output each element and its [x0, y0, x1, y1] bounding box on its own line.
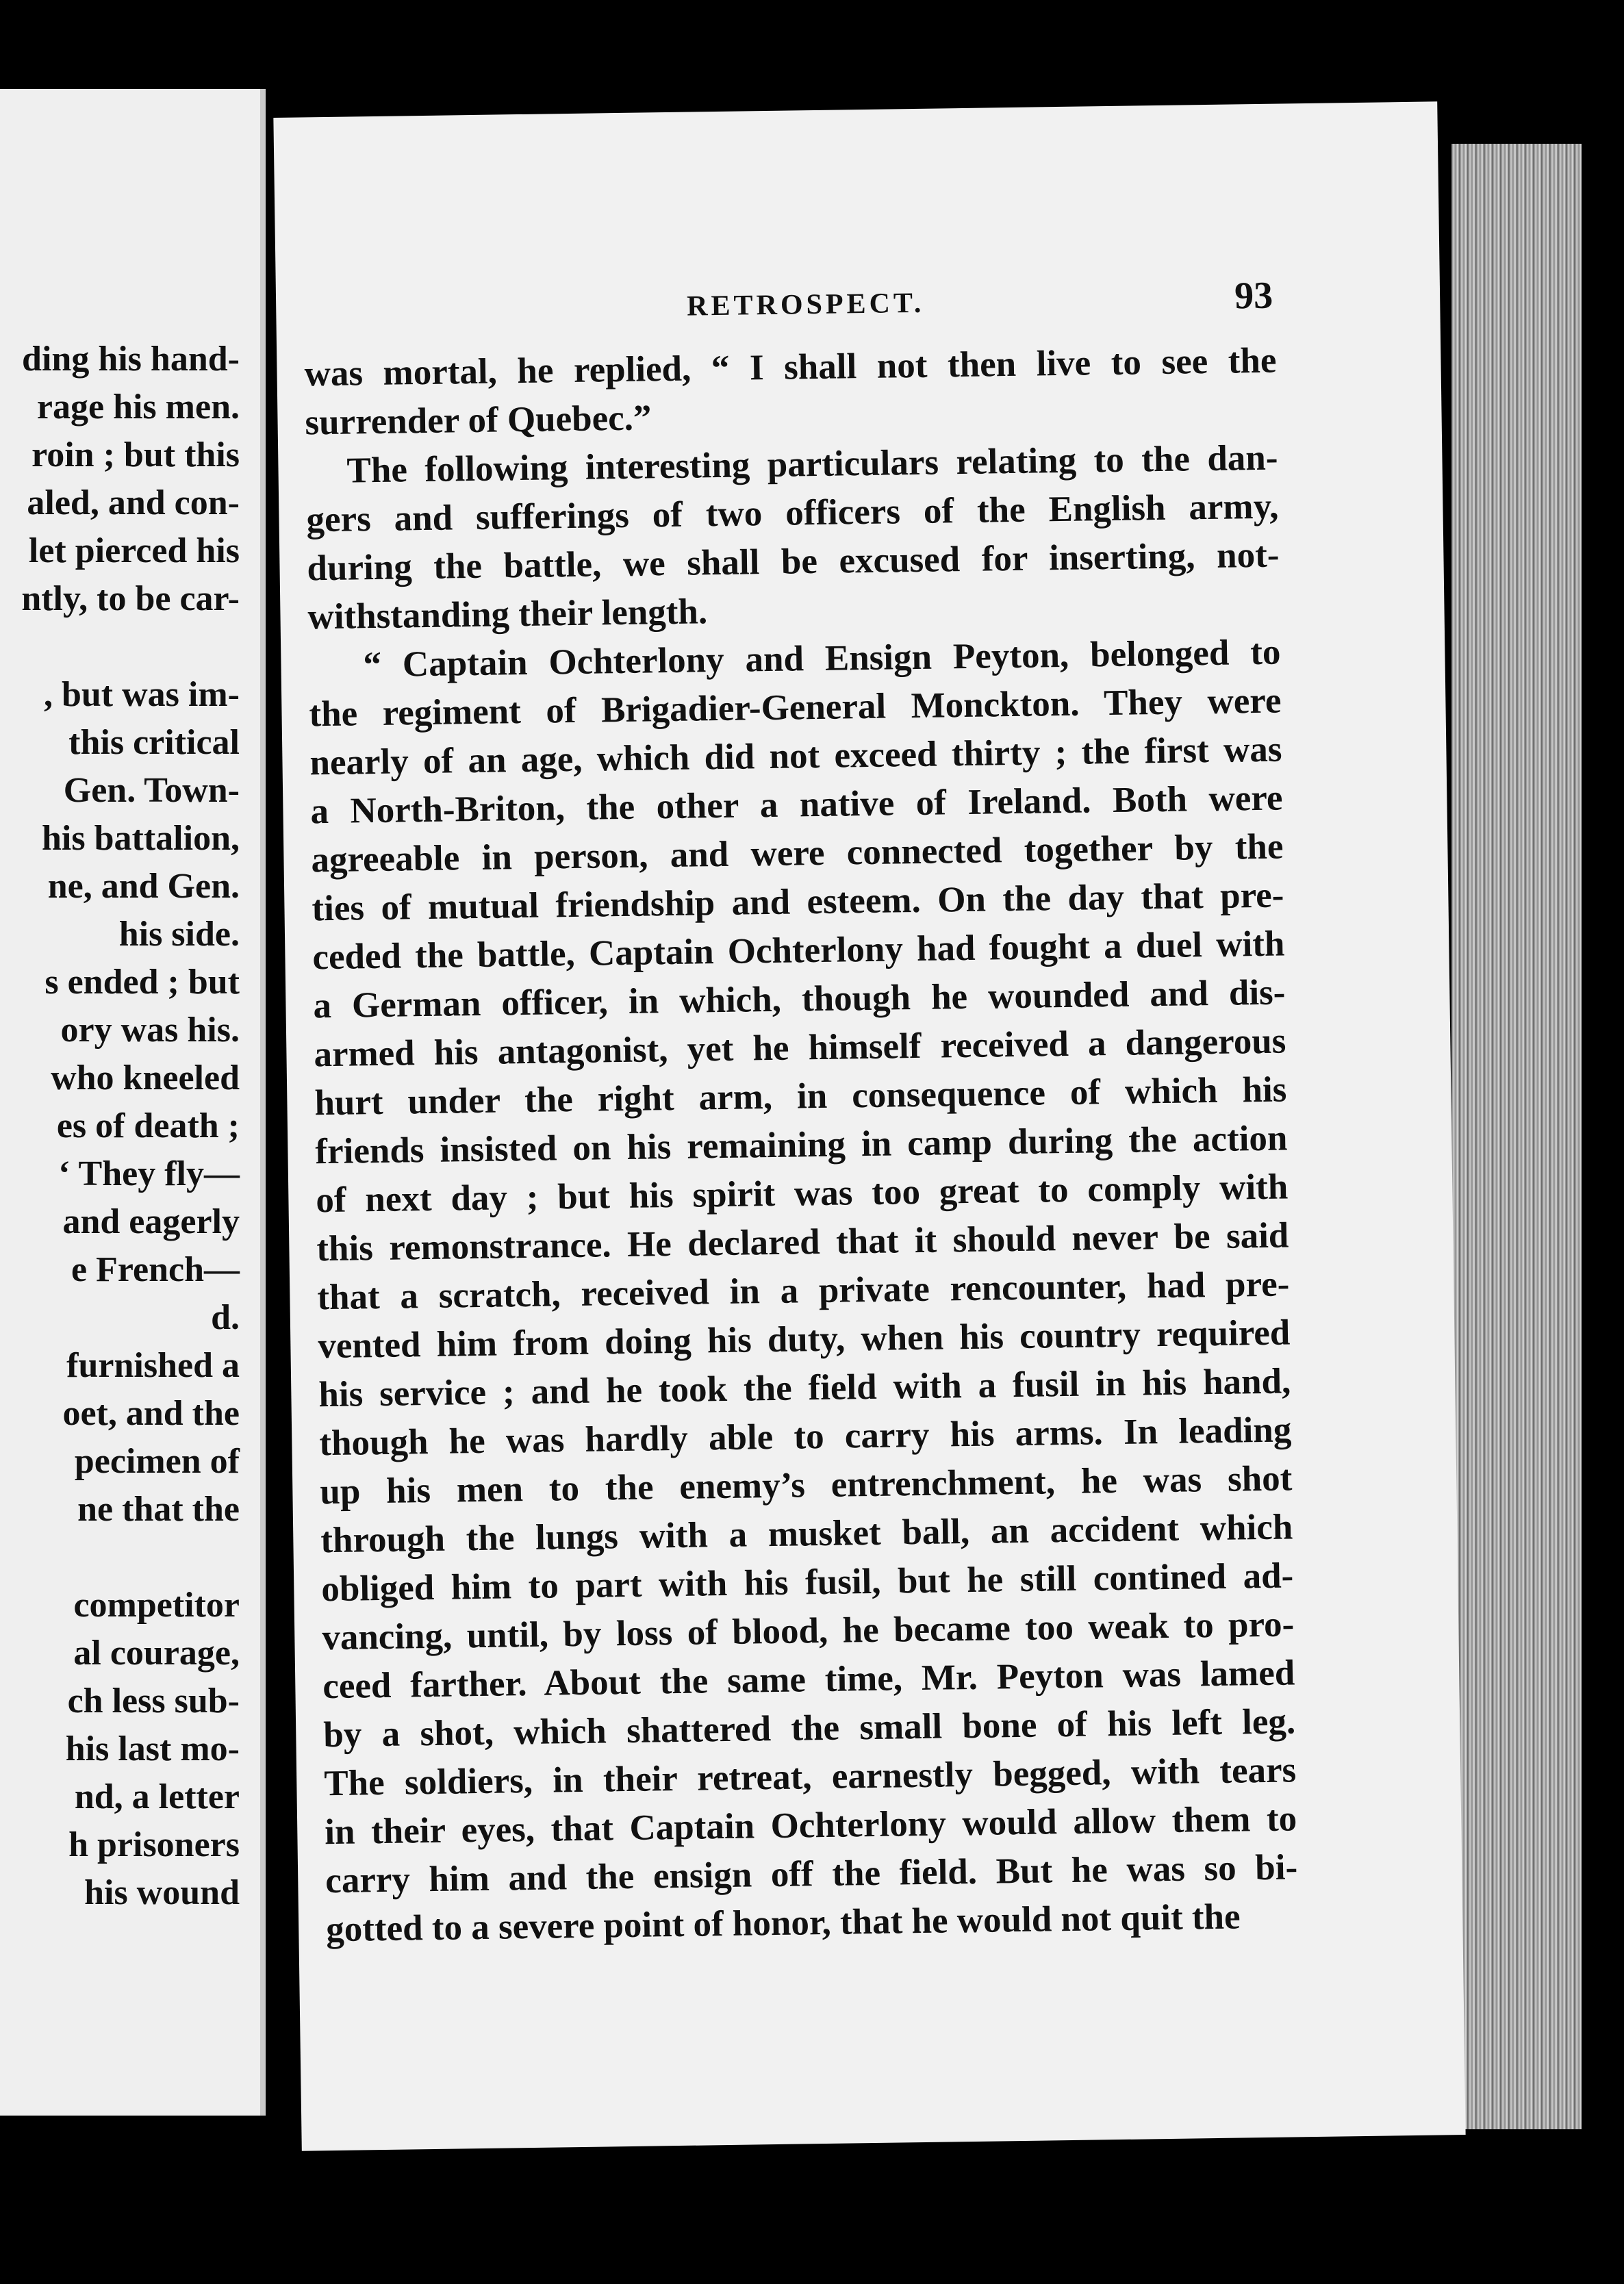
left-page-line: ding his hand- — [22, 340, 240, 379]
left-page-line: his battalion, — [42, 819, 240, 858]
text-line: was mortal, he replied, “ I shall not then live to see the — [304, 340, 1277, 394]
left-page-line: ch less sub- — [67, 1682, 240, 1721]
text-line: up his men to the enemy’s entrenchment, he was shot — [319, 1458, 1293, 1512]
text-line: in their eyes, that Captain Ochterlony would allow them to — [324, 1799, 1297, 1853]
left-page-line: Gen. Town- — [63, 771, 240, 810]
text-line: ceed farther. About the same time, Mr. Peyton was lamed — [322, 1653, 1295, 1707]
running-head — [276, 274, 1440, 322]
text-line: vancing, until, by loss of blood, he became too weak to pro- — [321, 1604, 1295, 1658]
text-line: that a scratch, received in a private rencounter, had pre- — [317, 1264, 1290, 1318]
text-line: the regiment of Brigadier-General Monckton. They were — [309, 681, 1282, 735]
left-page-line: ‘ They fly— — [58, 1154, 240, 1193]
text-line: gotted to a severe point of honor, that he would not quit the — [325, 1896, 1241, 1950]
text-line: a German officer, in which, though he wounded and dis- — [313, 972, 1286, 1026]
text-line: The soldiers, in their retreat, earnestly begged, with tears — [323, 1750, 1297, 1804]
text-line: vented him from doing his duty, when his country required — [318, 1312, 1291, 1367]
page-number: 93 — [1234, 274, 1273, 318]
left-page-line: , but was im- — [43, 675, 240, 714]
left-page-line: d. — [211, 1298, 240, 1337]
left-page-line: al courage, — [73, 1634, 240, 1673]
left-page-line: ntly, to be car- — [21, 579, 240, 618]
left-page-line: his wound — [84, 1873, 240, 1912]
text-line: though he was hardly able to carry his arms. In leading — [318, 1410, 1292, 1464]
text-line: through the lungs with a musket ball, an accident which — [320, 1507, 1293, 1561]
page-edges — [1451, 144, 1582, 2129]
right-page — [273, 101, 1465, 2150]
text-line: his service ; and he took the field with a fusil in his hand, — [318, 1361, 1291, 1415]
text-line: “ Captain Ochterlony and Ensign Peyton, belonged to — [363, 632, 1281, 685]
left-page-line: pecimen of — [74, 1442, 240, 1481]
text-line: gers and sufferings of two officers of the English army, — [306, 486, 1279, 540]
left-page-line: roin ; but this — [31, 435, 240, 474]
text-line: agreeable in person, and were connected together by the — [311, 826, 1284, 880]
left-page-line: ne, and Gen. — [47, 867, 240, 906]
running-head-title: RETROSPECT. — [686, 287, 925, 322]
left-page-line: nd, a letter — [74, 1777, 240, 1816]
left-page-line: rage his men. — [36, 388, 240, 427]
text-line: carry him and the ensign off the field. But he was so bi- — [325, 1847, 1298, 1901]
text-line: a North-Briton, the other a native of Ireland. Both were — [310, 778, 1283, 832]
text-line: withstanding their length. — [307, 592, 708, 637]
text-line: surrender of Quebec.” — [305, 398, 652, 443]
text-line: friends insisted on his remaining in camp during the action — [315, 1118, 1288, 1172]
text-line: this remonstrance. He declared that it should never be said — [316, 1215, 1289, 1269]
text-line: ceded the battle, Captain Ochterlony had fought a duel with — [312, 924, 1285, 978]
text-line: armed his antagonist, yet he himself received a dangerous — [314, 1021, 1286, 1075]
text-line: by a shot, which shattered the small bone of his left leg. — [322, 1701, 1296, 1755]
left-page-line: e French— — [71, 1250, 240, 1289]
left-page-line: ory was his. — [60, 1011, 240, 1050]
left-page-line: who kneeled — [51, 1058, 240, 1097]
left-page-line: this critical — [68, 723, 240, 762]
text-line: of next day ; but his spirit was too great to comply with — [316, 1167, 1289, 1221]
text-line: obliged him to part with his fusil, but he still contined ad- — [320, 1556, 1294, 1610]
left-page-line: s ended ; but — [45, 963, 240, 1002]
left-page-line: his side. — [118, 915, 240, 954]
left-page-line: and eagerly — [62, 1202, 240, 1241]
left-page — [0, 89, 266, 2116]
left-page-line: h prisoners — [68, 1825, 240, 1864]
text-line: The following interesting particulars relating to the dan- — [346, 437, 1278, 491]
body-text — [304, 337, 1299, 1955]
text-line: ties of mutual friendship and esteem. On the day that pre- — [312, 875, 1284, 929]
text-line: during the battle, we shall be excused for inserting, not- — [307, 535, 1280, 589]
left-page-line: oet, and the — [62, 1394, 240, 1433]
left-page-line: furnished a — [66, 1346, 240, 1385]
text-line: hurt under the right arm, in consequence of which his — [314, 1069, 1287, 1124]
left-page-line: competitor — [73, 1586, 240, 1625]
left-page-line: let pierced his — [28, 531, 240, 570]
left-page-line: aled, and con- — [27, 483, 240, 522]
left-page-line: his last mo- — [65, 1729, 240, 1768]
text-line: nearly of an age, which did not exceed thirty ; the first was — [309, 729, 1282, 783]
left-page-line: ne that the — [77, 1490, 240, 1529]
left-page-line: es of death ; — [56, 1106, 240, 1145]
